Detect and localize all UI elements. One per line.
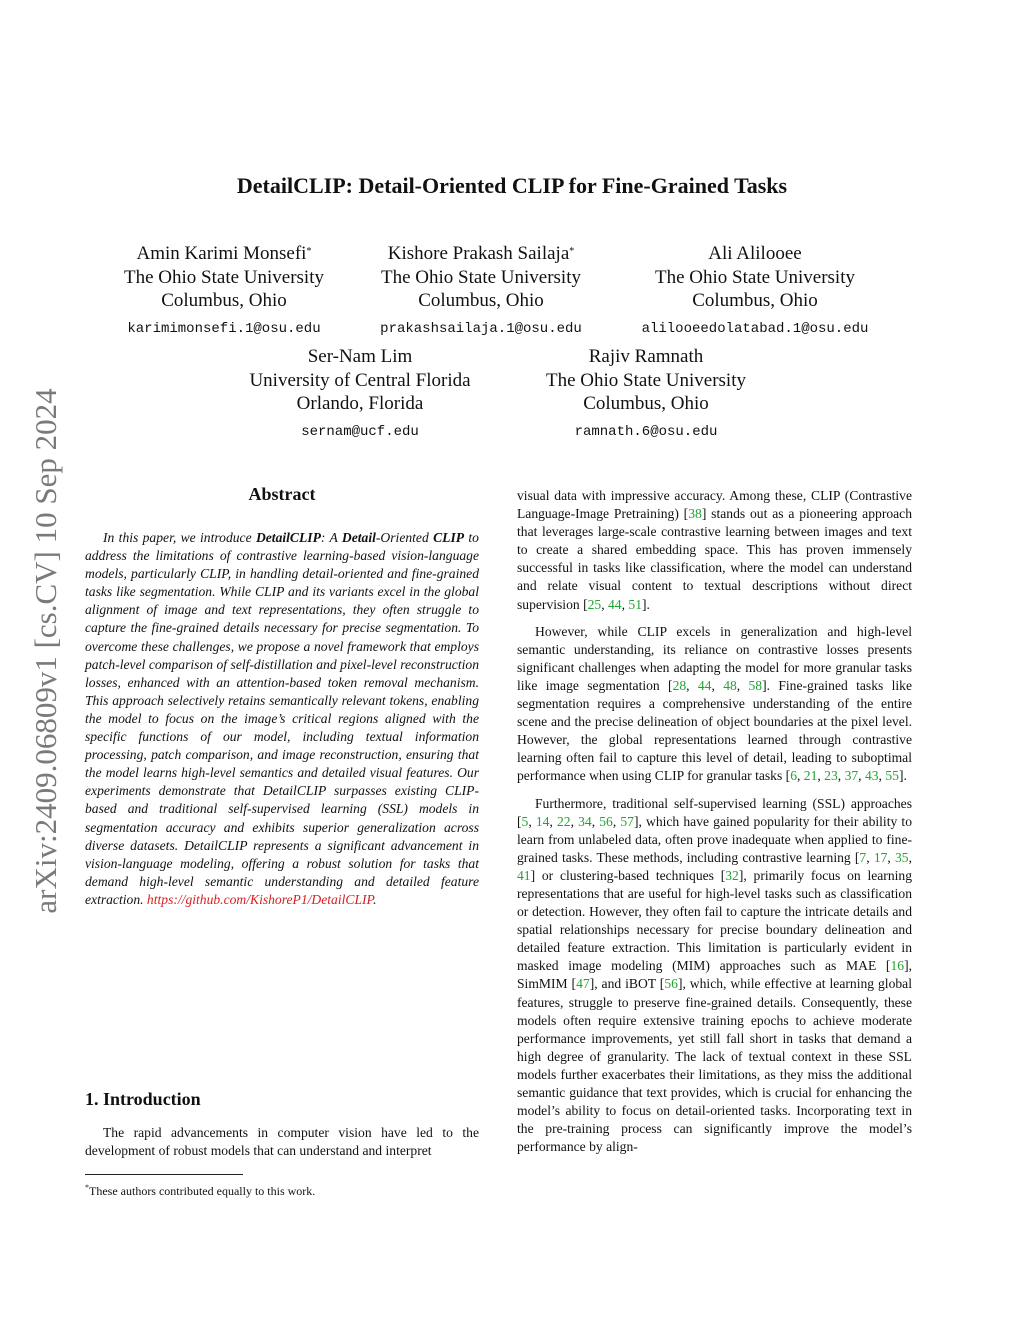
author-location: Columbus, Ohio <box>418 290 544 311</box>
author-name: Ali Alilooee <box>708 243 802 264</box>
citation[interactable]: 51 <box>628 596 642 612</box>
citation[interactable]: 57 <box>620 813 634 829</box>
right-column-body: visual data with impressive accuracy. Among these, CLIP (Contrastive Language-Image Pretraining) [38] stands out as a pioneering approach that leverages large-scale contrastive learning between images and text to create a shared embedding space. This has proven immensely successful in tasks like classification, where the model can understand and relate visual content to textual descriptions without direct supervision [25, 44, 51]. However, while CLIP excels in generalization and high-level semantic understanding, its reliance on contrastive losses presents significant challenges when adapting the model for more granular tasks like image segmentation [28, 44, 48, 58]. Fine-grained tasks like segmentation requires a comprehensive understanding of the entire scene and the precise delineation of object boundaries at the pixel level. However, the global representations learned through contrastive learning often fail to capture this level of detail, leading to suboptimal performance when using CLIP for granular tasks [6, 21, 23, 37, 43, 55]. Furthermore, traditional self-supervised learning (SSL) approaches [5, 14, 22, 34, 56, 57], which have gained popularity for their ability to learn from unlabeled data, often prove inadequate when applied to fine-grained tasks. These methods, including contrastive learning [7, 17, 35, 41] or clustering-based techniques [32], primarily focus on learning representations that are useful for high-level tasks such as classification or detection. However, they often fail to capture the intricate details and spatial relationships necessary for precise boundary delineation and detailed feature extraction. This limitation is particularly evident in masked image modeling (MIM) approaches such as MAE [16], SimMIM [47], and iBOT [56], which, while effective at learning global features, struggle to preserve fine-grained details. Consequently, these models often require extensive training epochs to achieve moderate performance improvements, yet still fall short in tasks that demand a high degree of granularity. The lack of textual context in these SSL models further exacerbates their limitations, as they miss the additional semantic guidance that text provides, which is crucial for enhancing the model’s ability to focus on detail-oriented tasks. Incorporating text in the pre-training process can significantly improve the model’s performance by align- <box>517 488 913 1155</box>
author-name: Rajiv Ramnath <box>588 346 704 367</box>
author-email[interactable]: alilooeedolatabad.1@osu.edu <box>641 320 869 337</box>
author-email[interactable]: sernam@ucf.edu <box>301 423 419 440</box>
citation[interactable]: 48 <box>723 677 737 693</box>
citation[interactable]: 55 <box>885 768 899 784</box>
author-affiliation: The Ohio State University <box>124 266 324 288</box>
author-name: Kishore Prakash Sailaja* <box>387 243 575 264</box>
citation[interactable]: 44 <box>608 596 622 612</box>
citation[interactable]: 16 <box>890 958 905 974</box>
author-block <box>104 242 344 339</box>
author-email[interactable]: karimimonsefi.1@osu.edu <box>127 320 321 337</box>
citation[interactable]: 22 <box>556 813 571 829</box>
author-email[interactable]: prakashsailaja.1@osu.edu <box>380 320 582 337</box>
github-link[interactable]: https://github.com/KishoreP1/DetailCLIP <box>146 891 374 907</box>
citation[interactable]: 37 <box>844 768 859 784</box>
citation[interactable]: 56 <box>599 813 613 829</box>
citation[interactable]: 56 <box>664 976 678 992</box>
citation[interactable]: 17 <box>873 849 888 865</box>
author-affiliation: The Ohio State University <box>546 369 746 391</box>
author-block <box>361 242 601 339</box>
arxiv-stamp: arXiv:2409.06809v1 [cs.CV] 10 Sep 2024 <box>28 388 63 914</box>
citation[interactable]: 14 <box>535 813 550 829</box>
citation[interactable]: 44 <box>697 677 712 693</box>
author-block <box>625 242 885 339</box>
citation[interactable]: 32 <box>725 867 739 883</box>
author-name: Amin Karimi Monsefi* <box>136 243 312 264</box>
footnote: *These authors contributed equally to this work. <box>85 1183 316 1198</box>
author-location: Orlando, Florida <box>296 393 424 414</box>
introduction-body: The rapid advancements in computer vision have led to the development of robust models that can understand and interpret <box>85 1125 479 1159</box>
citation[interactable]: 6 <box>790 768 797 784</box>
citation[interactable]: 28 <box>672 677 687 693</box>
author-location: Columbus, Ohio <box>692 290 818 311</box>
abstract-heading: Abstract <box>248 484 316 504</box>
citation[interactable]: 21 <box>803 768 818 784</box>
author-email[interactable]: ramnath.6@osu.edu <box>574 423 718 440</box>
citation[interactable]: 35 <box>895 849 909 865</box>
citation[interactable]: 25 <box>587 596 602 612</box>
author-name: Ser-Nam Lim <box>307 346 413 367</box>
citation[interactable]: 34 <box>578 813 592 829</box>
author-block <box>516 345 776 442</box>
author-block <box>230 345 490 442</box>
abstract-body: In this paper, we introduce DetailCLIP: A Detail-Oriented CLIP to address the limitations of contrastive learning-based vision-language models, particularly CLIP, in handling detail-oriented and fine-grained tasks like segmentation. While CLIP and its variants excel in the global alignment of image and text representations, they often struggle to capture the fine-grained details necessary for precise segmentation. To overcome these challenges, we propose a novel framework that employs patch-level comparison of self-distillation and pixel-level reconstruction losses, enhanced with an attention-based token removal mechanism. This approach selectively retains semantically relevant tokens, enabling the model to focus on the image’s critical regions aligned with the specific functions of our model, including textual information processing, patch comparison, and image reconstruction, ensuring that the model learns high-level semantics and detailed visual features. Our experiments demonstrate that DetailCLIP surpasses existing CLIP-based and traditional self-supervised learning (SSL) models in segmentation accuracy and exhibits superior generalization across diverse datasets. DetailCLIP represents a significant advancement in vision-language modeling, offering a robust solution for tasks that demand high-level semantic understanding and detailed feature extraction. https://github.com/KishoreP1/DetailCLIP. <box>85 530 479 907</box>
citation[interactable]: 7 <box>859 849 867 865</box>
footnote-rule <box>85 1174 243 1175</box>
citation[interactable]: 41 <box>517 867 531 883</box>
author-affiliation: The Ohio State University <box>381 266 581 288</box>
author-affiliation: The Ohio State University <box>655 266 855 288</box>
citation[interactable]: 5 <box>521 813 529 829</box>
citation[interactable]: 43 <box>864 768 879 784</box>
citation[interactable]: 38 <box>688 506 702 522</box>
citation[interactable]: 47 <box>576 976 590 992</box>
author-affiliation: University of Central Florida <box>249 369 471 391</box>
author-location: Columbus, Ohio <box>161 290 287 311</box>
citation[interactable]: 23 <box>824 768 838 784</box>
introduction-heading: 1. Introduction <box>85 1089 201 1109</box>
paper-title: DetailCLIP: Detail-Oriented CLIP for Fine-Grained Tasks <box>236 173 788 198</box>
citation[interactable]: 58 <box>748 677 763 693</box>
author-location: Columbus, Ohio <box>583 393 709 414</box>
